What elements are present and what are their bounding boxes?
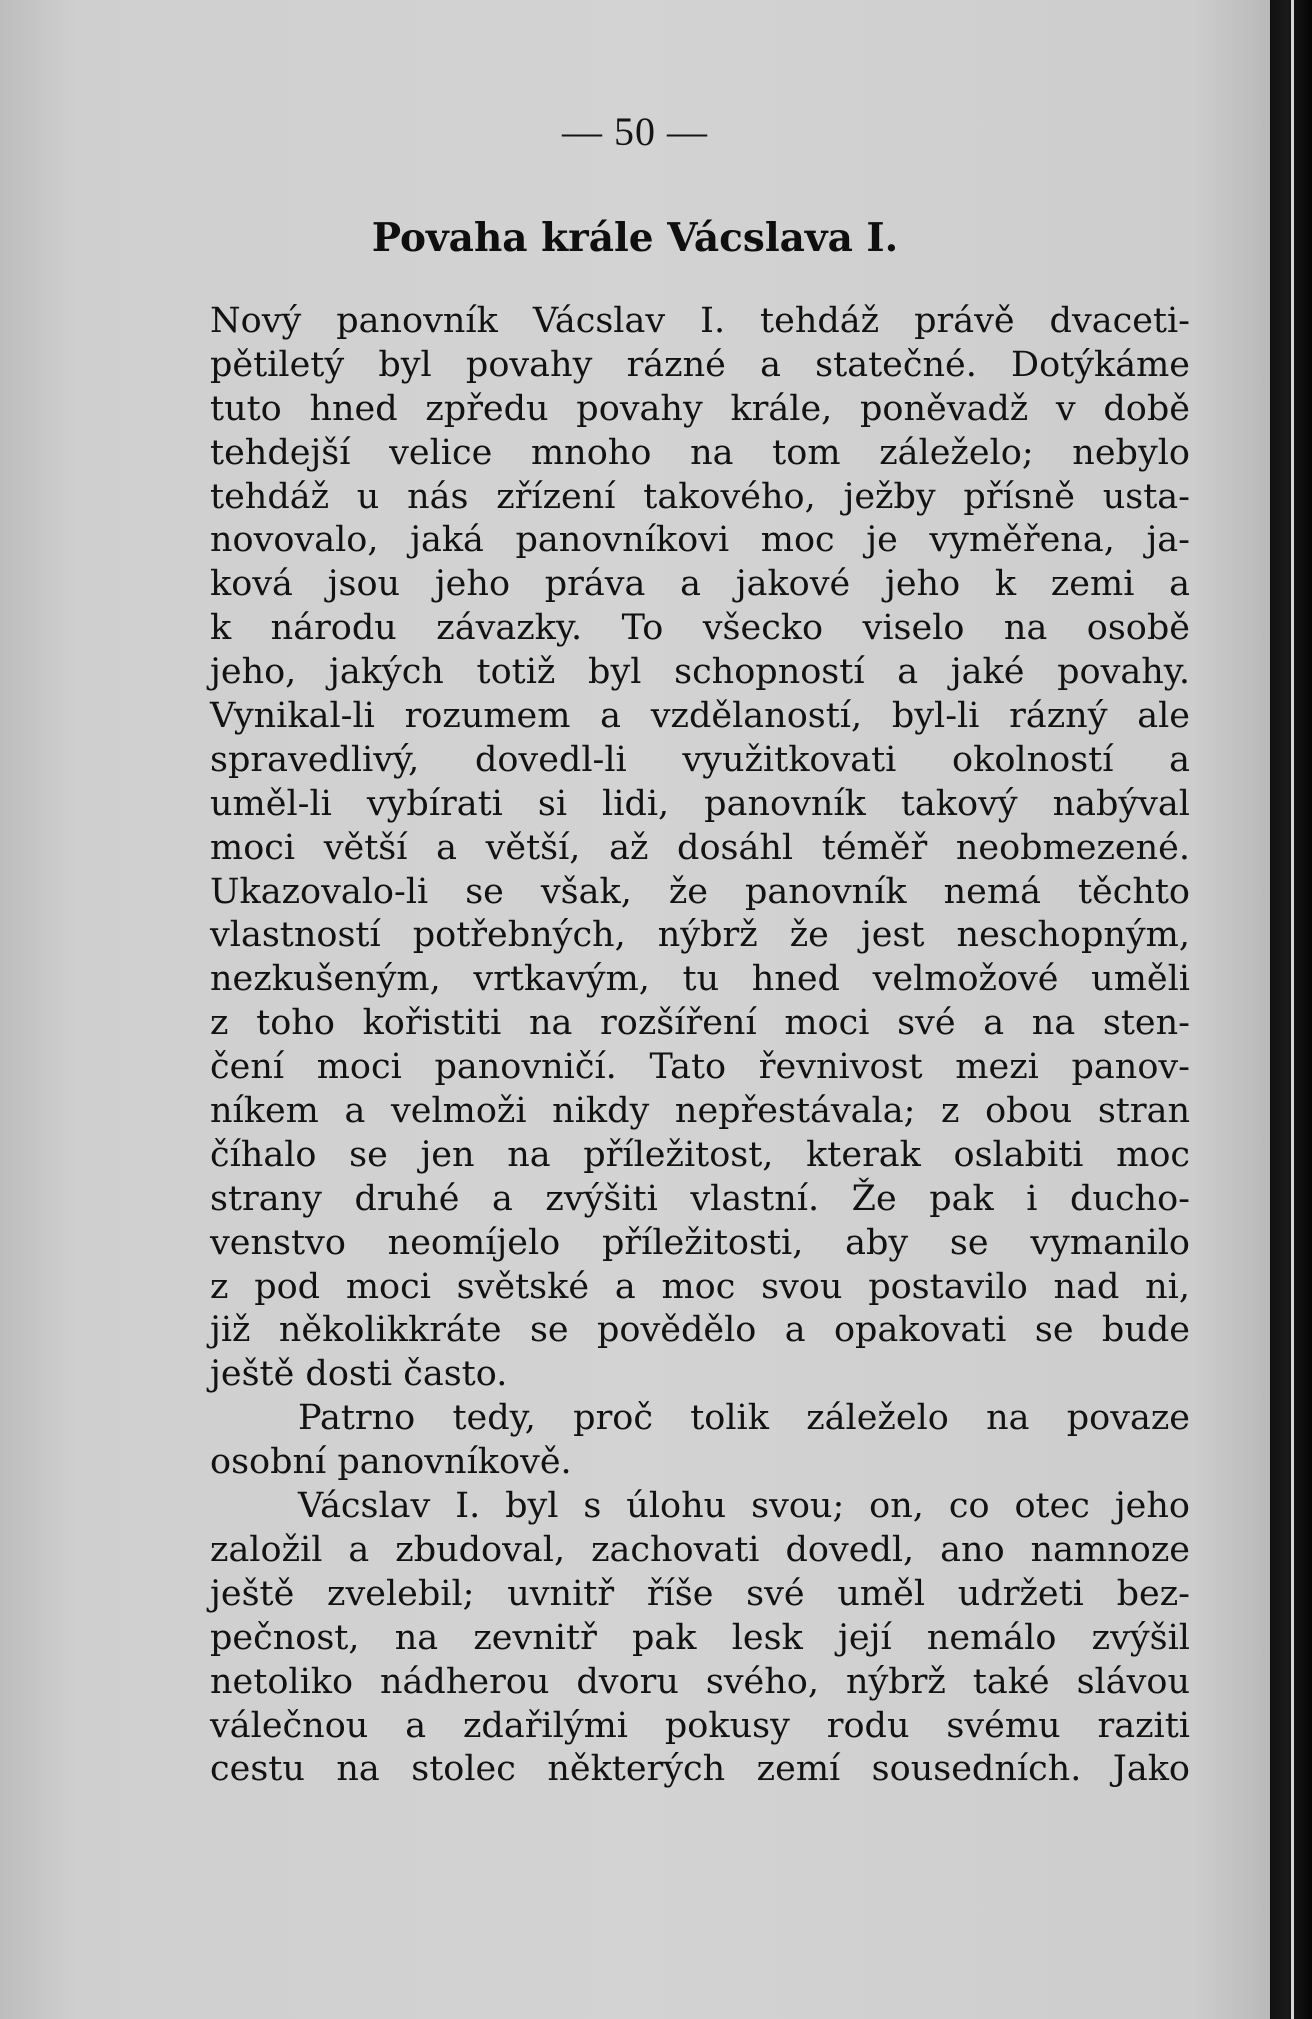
text-line: osobní panovníkově. <box>210 1442 572 1483</box>
text-line: uměl-li vybírati si lidi, panovník takový nabýval <box>210 783 1190 824</box>
text-line: tuto hned zpředu povahy krále, poněvadž v době <box>210 388 1190 429</box>
text-line: jeho, jakých totiž byl schopností a jaké povahy. <box>210 652 1190 693</box>
text-line: nezkušeným, vrtkavým, tu hned velmožové uměli <box>210 959 1190 1000</box>
text-line: Nový panovník Vácslav I. tehdáž právě dvaceti- <box>210 301 1190 341</box>
text-line: číhalo se jen na příležitost, kterak oslabiti moc <box>210 1134 1190 1175</box>
text-line: válečnou a zdařilými pokusy rodu svému raziti <box>210 1705 1190 1746</box>
text-line: ještě zvelebil; uvnitř říše své uměl udržeti bez- <box>210 1573 1190 1614</box>
page-number: — 50 — <box>562 109 708 154</box>
text-line: k národu závazky. To všecko viselo na osobě <box>210 608 1190 649</box>
text-line: pečnost, na zevnitř pak lesk její nemálo zvýšil <box>210 1617 1190 1658</box>
chapter-title: Povaha krále Vácslava I. <box>371 215 899 261</box>
text-line: strany druhé a zvýšiti vlastní. Že pak i ducho- <box>210 1178 1190 1219</box>
text-line: cestu na stolec některých zemí sousedních. Jako <box>210 1749 1190 1790</box>
text-line: Vácslav I. byl s úlohu svou; on, co otec jeho <box>298 1486 1190 1527</box>
text-line: Ukazovalo-li se však, že panovník nemá těchto <box>210 871 1190 912</box>
text-line: již několikkráte se povědělo a opakovati se bude <box>210 1310 1190 1351</box>
text-line: níkem a velmoži nikdy nepřestávala; z obou stran <box>210 1091 1190 1132</box>
text-line: z pod moci světské a moc svou postavilo nad ni, <box>210 1266 1190 1307</box>
text-line: Patrno tedy, proč tolik záleželo na povaze <box>298 1398 1190 1439</box>
text-line: z toho kořistiti na rozšíření moci své a na sten- <box>210 1003 1190 1044</box>
text-line: tehdáž u nás zřízení takového, ježby přísně usta- <box>210 476 1190 517</box>
text-line: vlastností potřebných, nýbrž že jest neschopným, <box>210 915 1190 956</box>
edge-line <box>1291 0 1294 2019</box>
text-line: netoliko nádherou dvoru svého, nýbrž také slávou <box>210 1661 1190 1702</box>
body-text <box>210 300 1190 1792</box>
text-line: spravedlivý, dovedl-li využitkovati okolností a <box>210 739 1190 780</box>
text-line: novovalo, jaká panovníkovi moc je vyměřena, ja- <box>210 520 1190 561</box>
page-edge-shadow <box>1270 0 1312 2019</box>
text-line: založil a zbudoval, zachovati dovedl, ano namnoze <box>210 1529 1190 1570</box>
text-line: Vynikal-li rozumem a vzdělaností, byl-li rázný ale <box>210 696 1190 737</box>
text-line: moci větší a větší, až dosáhl téměř neobmezené. <box>210 827 1190 868</box>
text-line: tehdejší velice mnoho na tom záleželo; nebylo <box>210 432 1190 473</box>
text-line: ková jsou jeho práva a jakové jeho k zemi a <box>210 564 1190 605</box>
text-line: čení moci panovničí. Tato řevnivost mezi panov- <box>210 1047 1190 1088</box>
text-line: pětiletý byl povahy rázné a statečné. Dotýkáme <box>210 344 1190 385</box>
text-line: ještě dosti často. <box>210 1354 508 1395</box>
text-line: venstvo neomíjelo příležitosti, aby se vymanilo <box>210 1222 1190 1263</box>
